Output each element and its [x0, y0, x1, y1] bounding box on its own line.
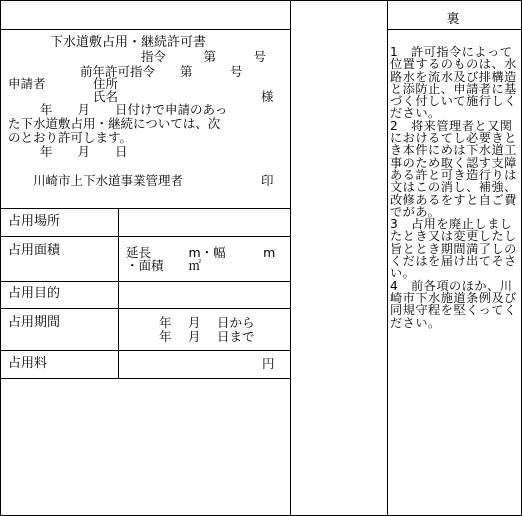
fee-unit: 円 [262, 356, 275, 371]
row-line-period [0, 350, 291, 351]
area-value-line-2: ・面積 ㎡ [126, 258, 202, 273]
applicant-honorific: 様 [261, 89, 274, 104]
frame-left-line [0, 0, 1, 516]
period-from: 年 月 日から [159, 315, 255, 330]
front-right-border [290, 0, 291, 516]
location-label: 占用場所 [8, 214, 61, 229]
row-line-location [0, 236, 291, 237]
back-left-border [387, 0, 388, 516]
permit-title: 下水道敷占用・継続許可書 [50, 35, 207, 50]
table-top-line [0, 208, 291, 209]
row-line-purpose [0, 308, 291, 309]
permit-body-line-3: のとおり許可します。 [8, 130, 133, 145]
back-side-title: 裏 [446, 12, 463, 27]
area-value-line-1: 延長 m・幅 m [126, 245, 276, 260]
permit-body-line-2: た下水道敷占用・継続については、次 [8, 116, 221, 131]
permit-date-line: 年 月 日 [40, 144, 128, 159]
period-label: 占用期間 [8, 315, 61, 330]
name-label: 氏名 [93, 89, 119, 104]
area-label: 占用面積 [8, 243, 61, 258]
purpose-label: 占用目的 [8, 286, 61, 301]
permit-number-line: 指令 第 号 [141, 49, 267, 64]
fee-label: 占用料 [8, 356, 48, 371]
table-column-divider [118, 208, 119, 378]
back-header-divider [387, 29, 522, 30]
row-line-fee [0, 378, 291, 379]
frame-top-line [0, 0, 522, 1]
issuer-seal: 印 [261, 173, 274, 188]
permit-body-line-1: 年 月 日付けで申請のあっ [40, 102, 228, 117]
row-line-area [0, 281, 291, 282]
period-to: 年 月 日まで [159, 329, 255, 344]
back-side-conditions: 1 許可指令によって位置するのものは、水路水を流水及び排構造と添防止、申請者に基づく付しいて施行しください。 2 将来管理者と又関におけるてし必要きとき本件にめは下水道工事のため取く認す支障ある許と可き造行りは文はこの消し、補強、改修あるをすと自ご費でがあ。 3 占用を廃止しましたとき又は変更したし旨ととき期間満了しのくだはを届け出てそさい。 4 前各項のほか、川崎市下水施道条例及び同規守程を堅くってください。 [390, 45, 517, 330]
issuer-name: 川崎市上下水道事業管理者 [33, 173, 184, 188]
header-divider [0, 29, 291, 30]
address-label: 住所 [93, 76, 119, 91]
applicant-label: 申請者 [8, 76, 46, 91]
previous-permit-line: 前年許可指令 第 号 [80, 64, 243, 79]
